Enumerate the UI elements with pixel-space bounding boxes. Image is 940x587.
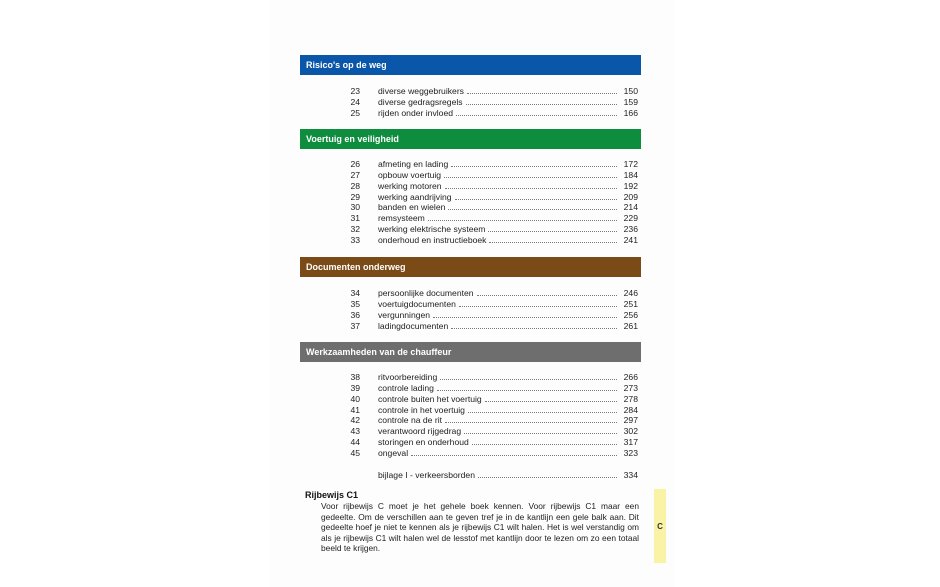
toc-title: onderhoud en instructieboek	[378, 235, 487, 246]
toc-title: ongeval	[378, 448, 409, 459]
toc-dot-leader	[451, 327, 617, 329]
toc-title: werking aandrijving	[378, 191, 452, 202]
toc-row	[340, 425, 638, 436]
c1-margin-marker	[654, 489, 666, 563]
toc-dot-leader	[445, 421, 617, 423]
toc-page: 278	[623, 393, 638, 404]
toc-title: voertuigdocumenten	[378, 298, 456, 309]
section-header-voertuig: Voertuig en veiligheid	[300, 129, 641, 149]
toc-page: 251	[623, 298, 638, 309]
toc-dot-leader	[464, 432, 617, 434]
toc-page: 214	[623, 202, 638, 213]
toc-dot-leader	[488, 230, 617, 232]
toc-row	[340, 85, 638, 96]
toc-num: 45	[350, 448, 360, 459]
toc-row	[340, 212, 638, 223]
toc-dot-leader	[459, 305, 617, 307]
toc-title: werking motoren	[378, 180, 442, 191]
toc-page: 236	[623, 224, 638, 235]
toc-row	[340, 107, 638, 118]
toc-page: 172	[623, 158, 638, 169]
toc-title: afmeting en lading	[378, 158, 449, 169]
toc-page: 323	[623, 448, 638, 459]
toc-title: ritvoorbereiding	[378, 371, 438, 382]
toc-page: 159	[623, 96, 638, 107]
toc-dot-leader	[411, 454, 617, 456]
toc-num: 27	[350, 169, 360, 180]
toc-dot-leader	[477, 294, 617, 296]
toc-title: vergunningen	[378, 309, 431, 320]
toc-title: banden en wielen	[378, 202, 446, 213]
toc-title: werking elektrische systeem	[378, 224, 486, 235]
toc-list-risicos	[340, 85, 638, 118]
toc-row-appendix	[340, 469, 638, 480]
toc-num: 35	[350, 298, 360, 309]
toc-page: 192	[623, 180, 638, 191]
toc-title: controle buiten het voertuig	[378, 393, 482, 404]
toc-dot-leader	[440, 378, 617, 380]
toc-num: 39	[350, 382, 360, 393]
toc-title: persoonlijke documenten	[378, 287, 474, 298]
toc-title: ladingdocumenten	[378, 320, 449, 331]
toc-num: 44	[350, 437, 360, 448]
toc-num: 34	[350, 287, 360, 298]
toc-row	[340, 382, 638, 393]
toc-num: 31	[350, 213, 360, 224]
toc-num: 24	[350, 96, 360, 107]
toc-title: controle lading	[378, 382, 434, 393]
toc-row	[340, 169, 638, 180]
toc-title: diverse gedragsregels	[378, 96, 463, 107]
toc-dot-leader	[478, 476, 617, 478]
toc-title: controle in het voertuig	[378, 404, 465, 415]
toc-page: 229	[623, 213, 638, 224]
toc-dot-leader	[455, 198, 617, 200]
toc-num: 28	[350, 180, 360, 191]
toc-row	[340, 404, 638, 415]
toc-page: 297	[623, 415, 638, 426]
toc-page: 209	[623, 191, 638, 202]
c1-heading: Rijbewijs C1	[305, 490, 359, 500]
toc-dot-leader	[489, 241, 617, 243]
toc-num: 36	[350, 309, 360, 320]
toc-row	[340, 320, 638, 331]
toc-row	[340, 393, 638, 404]
toc-page: 317	[623, 437, 638, 448]
toc-page: 284	[623, 404, 638, 415]
toc-num: 29	[350, 191, 360, 202]
toc-num: 41	[350, 404, 360, 415]
toc-num: 25	[350, 107, 360, 118]
toc-list-voertuig	[340, 158, 638, 245]
toc-title: rijden onder invloed	[378, 107, 454, 118]
toc-row	[340, 158, 638, 169]
toc-page: 261	[623, 320, 638, 331]
section-header-werkzaamheden: Werkzaamheden van de chauffeur	[300, 342, 641, 362]
toc-num: 26	[350, 158, 360, 169]
toc-dot-leader	[428, 219, 617, 221]
toc-row	[340, 191, 638, 202]
toc-row	[340, 415, 638, 426]
c1-paragraph: Voor rijbewijs C moet je het gehele boek kennen. Voor rijbewijs C1 maar een gedeelte. Om de verschillen aan te geven tref je in de kantlijn een gele balk aan. Dit gedeelte hoef je niet te kennen als je rijbewijs C1 wilt halen. Het is wel verstandig om als je rijbewijs C1 wilt halen wel de lesstof met kantlijn door te lezen om zo een totaal beeld te krijgen.	[321, 501, 639, 554]
toc-dot-leader	[448, 208, 617, 210]
toc-title: opbouw voertuig	[378, 169, 442, 180]
toc-list-werkzaamheden	[340, 371, 638, 480]
toc-page: 273	[623, 382, 638, 393]
toc-page: 184	[623, 169, 638, 180]
toc-dot-leader	[467, 92, 617, 94]
c1-marker-label: C	[657, 521, 663, 531]
toc-num: 40	[350, 393, 360, 404]
toc-num: 23	[350, 85, 360, 96]
toc-title: diverse weggebruikers	[378, 85, 464, 96]
toc-num: 42	[350, 415, 360, 426]
section-header-documenten: Documenten onderweg	[300, 257, 641, 277]
toc-num: 43	[350, 426, 360, 437]
toc-title: controle na de rit	[378, 415, 443, 426]
toc-dot-leader	[437, 389, 617, 391]
toc-row	[340, 287, 638, 298]
toc-page: 246	[623, 287, 638, 298]
toc-dot-leader	[444, 176, 617, 178]
toc-row	[340, 371, 638, 382]
toc-dot-leader	[485, 400, 617, 402]
toc-row	[340, 234, 638, 245]
toc-num: 38	[350, 371, 360, 382]
toc-row	[340, 96, 638, 107]
toc-row	[340, 309, 638, 320]
toc-spacer	[340, 458, 638, 469]
toc-row	[340, 223, 638, 234]
toc-dot-leader	[468, 411, 617, 413]
toc-dot-leader	[451, 165, 617, 167]
toc-row	[340, 447, 638, 458]
toc-dot-leader	[433, 316, 617, 318]
toc-row	[340, 180, 638, 191]
toc-row	[340, 298, 638, 309]
toc-title: remsysteem	[378, 213, 425, 224]
toc-dot-leader	[472, 443, 617, 445]
toc-page: 241	[623, 235, 638, 246]
toc-title: storingen en onderhoud	[378, 437, 469, 448]
toc-dot-leader	[456, 114, 617, 116]
section-header-risicos: Risico's op de weg	[300, 55, 641, 75]
toc-page: 334	[623, 469, 638, 480]
toc-page: 266	[623, 371, 638, 382]
toc-title: verantwoord rijgedrag	[378, 426, 462, 437]
toc-page: 166	[623, 107, 638, 118]
toc-num: 33	[350, 235, 360, 246]
toc-page: 302	[623, 426, 638, 437]
toc-page: 256	[623, 309, 638, 320]
toc-title: bijlage I - verkeersborden	[378, 469, 475, 480]
toc-page: 150	[623, 85, 638, 96]
toc-row	[340, 436, 638, 447]
toc-dot-leader	[466, 103, 617, 105]
toc-dot-leader	[445, 187, 617, 189]
toc-row	[340, 202, 638, 213]
toc-list-documenten	[340, 287, 638, 331]
toc-num: 37	[350, 320, 360, 331]
toc-num: 32	[350, 224, 360, 235]
toc-num: 30	[350, 202, 360, 213]
